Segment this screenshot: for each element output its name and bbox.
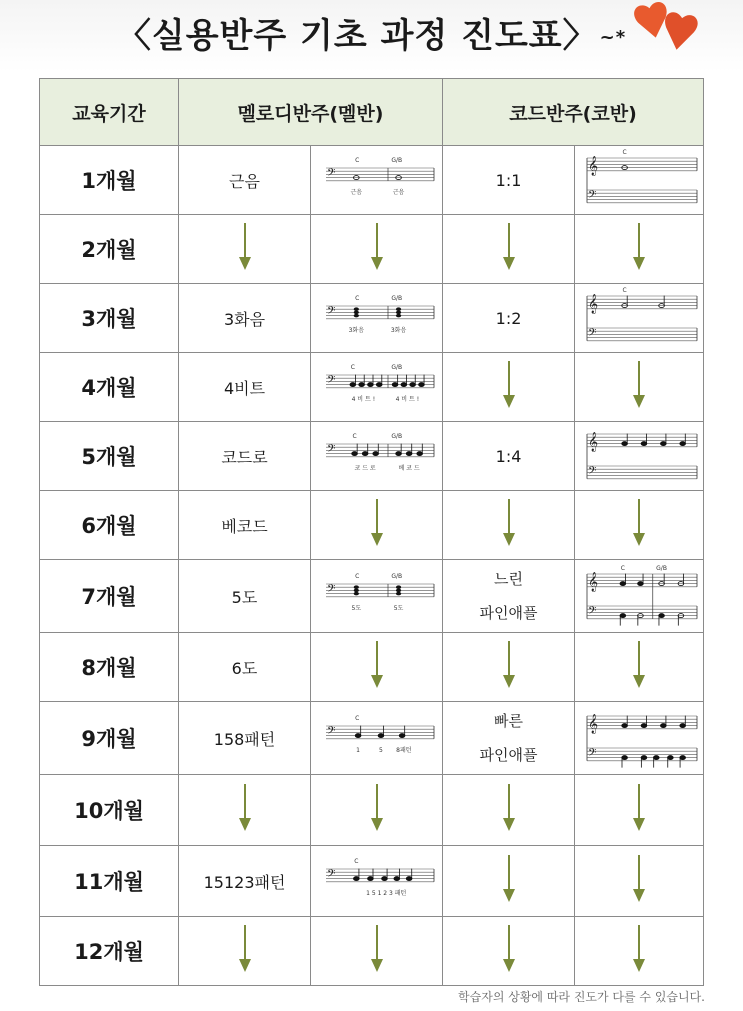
melody-notation-cell: [311, 353, 443, 422]
chord-symbol: C: [351, 433, 357, 440]
period-cell: 5개월: [40, 422, 179, 491]
table-row: [40, 284, 704, 353]
chord-symbol: G/B: [390, 433, 402, 440]
arrow-head: [503, 675, 515, 688]
note-head: [622, 756, 628, 760]
melody-label: 5도: [179, 560, 311, 633]
arrow-cell: [443, 215, 575, 284]
chord-symbol: C: [350, 364, 355, 371]
table-row: [40, 146, 704, 215]
melody-label: 코드로: [179, 422, 311, 491]
arrow-head: [371, 959, 383, 972]
note-head: [353, 585, 358, 589]
arrow-head: [239, 818, 251, 831]
melody-label: 158패턴: [179, 702, 311, 775]
arrow-head: [633, 959, 645, 972]
melody-notation-cell: [311, 560, 443, 633]
bass-clef-icon: 𝄢: [326, 167, 335, 182]
arrow-cell: [311, 215, 443, 284]
period-cell: 9개월: [40, 702, 179, 775]
down-arrow-icon: [502, 925, 516, 973]
period-cell: 1개월: [40, 146, 179, 215]
table-row: [40, 917, 704, 986]
note-head: [416, 452, 422, 456]
note-head: [641, 724, 647, 728]
melody-notation-cell: [311, 846, 443, 917]
chord-symbol: C: [354, 573, 359, 580]
bass-clef-icon: 𝄢: [326, 725, 335, 740]
page-title: [0, 8, 743, 57]
chord-symbol: G/B: [390, 157, 402, 164]
chord-symbol: C: [354, 715, 359, 722]
note-head: [395, 589, 400, 593]
arrow-cell: [575, 846, 704, 917]
note-head: [395, 314, 400, 318]
arrow-cell: [311, 917, 443, 986]
melody-label: 베코드: [179, 491, 311, 560]
period-cell: 12개월: [40, 917, 179, 986]
chord-symbol: C: [622, 287, 627, 294]
bass-clef-icon: 𝄢: [588, 465, 597, 480]
note-head: [680, 442, 686, 446]
arrow-head: [239, 257, 251, 270]
arrow-cell: [575, 353, 704, 422]
bass-clef-icon: 𝄢: [588, 327, 597, 342]
down-arrow-icon: [632, 499, 646, 547]
arrow-cell: [179, 775, 311, 846]
note-head: [641, 442, 647, 446]
arrow-cell: [443, 491, 575, 560]
note-head: [353, 314, 358, 318]
grand-staff-notation: [579, 704, 699, 768]
arrow-head: [371, 818, 383, 831]
bass-staff-notation: [318, 148, 436, 208]
arrow-cell: [443, 353, 575, 422]
note-head: [406, 877, 412, 881]
melody-notation-cell: [311, 146, 443, 215]
arrow-cell: [575, 917, 704, 986]
note-label: 3화음: [390, 327, 406, 334]
note-head: [353, 589, 358, 593]
chord-label: 1:4: [443, 422, 575, 491]
note-label: 4 비 트 !: [351, 396, 375, 403]
chord-notation-cell: [575, 702, 704, 775]
note-head: [395, 452, 401, 456]
melody-label: 6도: [179, 633, 311, 702]
period-cell: 8개월: [40, 633, 179, 702]
period-cell: 6개월: [40, 491, 179, 560]
melody-label: 4비트: [179, 353, 311, 422]
bass-clef-icon: 𝄢: [326, 583, 335, 598]
bass-staff-notation: [318, 355, 436, 415]
down-arrow-icon: [370, 499, 384, 547]
bass-staff-notation: [318, 424, 436, 484]
table-row: [40, 702, 704, 775]
note-head: [353, 307, 358, 311]
down-arrow-icon: [502, 223, 516, 271]
note-head: [362, 452, 368, 456]
down-arrow-icon: [370, 925, 384, 973]
melody-label: 15123패턴: [179, 846, 311, 917]
table-header-row: [40, 79, 704, 146]
note-head: [620, 582, 626, 586]
chord-label-line: 파인애플: [479, 746, 538, 764]
note-label: 코 드 로: [354, 465, 376, 472]
note-label: 8패턴: [395, 747, 412, 754]
note-head: [394, 877, 400, 881]
down-arrow-icon: [502, 499, 516, 547]
arrow-cell: [311, 775, 443, 846]
note-head: [367, 383, 373, 387]
arrow-cell: [179, 215, 311, 284]
note-head: [406, 452, 412, 456]
chord-notation-cell: [575, 146, 704, 215]
note-head: [418, 383, 424, 387]
bass-staff-notation: [318, 706, 436, 766]
note-label: 1: [355, 747, 360, 754]
page-title-tail: ~*: [599, 27, 627, 48]
grand-staff-notation: [579, 146, 699, 210]
chord-label: 1:1: [443, 146, 575, 215]
note-head: [661, 442, 667, 446]
note-head: [395, 311, 400, 315]
arrow-head: [371, 533, 383, 546]
arrow-head: [633, 675, 645, 688]
table-row: [40, 353, 704, 422]
arrow-cell: [443, 633, 575, 702]
period-cell: 3개월: [40, 284, 179, 353]
note-label: 근음: [392, 189, 404, 196]
grand-staff-notation: [579, 562, 699, 626]
treble-clef-icon: 𝄞: [588, 714, 599, 734]
period-cell: 10개월: [40, 775, 179, 846]
chord-label-line: 빠른: [494, 712, 523, 730]
note-head: [378, 734, 384, 738]
period-cell: 4개월: [40, 353, 179, 422]
note-label: 3화음: [348, 327, 364, 334]
treble-clef-icon: 𝄞: [588, 156, 599, 176]
note-head: [622, 442, 628, 446]
arrow-head: [633, 818, 645, 831]
note-label: 4 비 트 !: [395, 396, 419, 403]
arrow-head: [633, 257, 645, 270]
arrow-head: [633, 395, 645, 408]
note-head: [355, 734, 361, 738]
table-row: [40, 775, 704, 846]
melody-notation-cell: [311, 284, 443, 353]
chord-symbol: C: [354, 295, 359, 302]
note-head: [409, 383, 415, 387]
page-title-text: 〈실용반주 기초 과정 진도표〉: [116, 16, 598, 56]
header-melody: 멜로디반주(멜반): [179, 79, 443, 146]
chord-symbol: C: [620, 565, 625, 572]
bass-clef-icon: 𝄢: [588, 189, 597, 204]
arrow-head: [503, 959, 515, 972]
grand-staff-notation: [579, 422, 699, 486]
down-arrow-icon: [238, 925, 252, 973]
note-label: 근음: [350, 189, 362, 196]
arrow-cell: [443, 846, 575, 917]
down-arrow-icon: [632, 223, 646, 271]
note-head: [659, 614, 665, 618]
grand-staff-notation: [579, 284, 699, 348]
melody-notation-cell: [311, 702, 443, 775]
chord-symbol: C: [622, 149, 627, 156]
bass-staff-notation: [318, 286, 436, 346]
chord-symbol: G/B: [390, 295, 402, 302]
note-head: [395, 592, 400, 596]
chord-label: [443, 560, 575, 633]
melody-label: 근음: [179, 146, 311, 215]
down-arrow-icon: [502, 855, 516, 903]
chord-symbol: G/B: [390, 364, 402, 371]
note-head: [376, 383, 382, 387]
table-row: [40, 560, 704, 633]
down-arrow-icon: [502, 361, 516, 409]
melody-label: 3화음: [179, 284, 311, 353]
arrow-head: [633, 533, 645, 546]
chord-notation-cell: [575, 422, 704, 491]
note-head: [372, 452, 378, 456]
period-cell: 11개월: [40, 846, 179, 917]
note-head: [401, 383, 407, 387]
down-arrow-icon: [370, 784, 384, 832]
arrow-head: [633, 889, 645, 902]
chord-symbol: C: [354, 157, 359, 164]
down-arrow-icon: [238, 784, 252, 832]
period-cell: 7개월: [40, 560, 179, 633]
arrow-cell: [443, 917, 575, 986]
note-head: [395, 585, 400, 589]
treble-clef-icon: 𝄞: [588, 294, 599, 314]
arrow-head: [371, 675, 383, 688]
arrow-cell: [311, 633, 443, 702]
schedule-table: [39, 78, 704, 986]
note-label: 5도: [351, 605, 361, 612]
bass-clef-icon: 𝄢: [326, 443, 335, 458]
bass-clef-icon: 𝄢: [588, 605, 597, 620]
down-arrow-icon: [632, 925, 646, 973]
header-chord: 코드반주(코반): [443, 79, 704, 146]
table-row: [40, 846, 704, 917]
hearts-icon: [634, 0, 704, 58]
arrow-cell: [443, 775, 575, 846]
arrow-cell: [575, 775, 704, 846]
note-head: [661, 724, 667, 728]
note-head: [392, 383, 398, 387]
note-head: [641, 756, 647, 760]
down-arrow-icon: [370, 223, 384, 271]
down-arrow-icon: [632, 361, 646, 409]
chord-symbol: G/B: [390, 573, 402, 580]
chord-symbol: C: [353, 858, 358, 865]
header-period: 교육기간: [40, 79, 179, 146]
note-head: [395, 307, 400, 311]
down-arrow-icon: [632, 641, 646, 689]
note-head: [350, 383, 356, 387]
chord-notation-cell: [575, 284, 704, 353]
down-arrow-icon: [502, 641, 516, 689]
chord-symbol: G/B: [656, 565, 667, 572]
arrow-cell: [575, 491, 704, 560]
bass-clef-icon: 𝄢: [588, 747, 597, 762]
arrow-head: [503, 395, 515, 408]
chord-label: [443, 702, 575, 775]
arrow-cell: [179, 917, 311, 986]
arrow-head: [371, 257, 383, 270]
table-row: [40, 633, 704, 702]
table-row: [40, 215, 704, 284]
footer-note: 학습자의 상황에 따라 진도가 다를 수 있습니다.: [458, 990, 705, 1004]
note-head: [367, 877, 373, 881]
note-head: [668, 756, 674, 760]
down-arrow-icon: [632, 784, 646, 832]
period-cell: 2개월: [40, 215, 179, 284]
note-head: [680, 756, 686, 760]
note-label: 1 5 1 2 3 패턴: [365, 890, 406, 897]
down-arrow-icon: [502, 784, 516, 832]
bass-clef-icon: 𝄢: [326, 374, 335, 389]
down-arrow-icon: [238, 223, 252, 271]
arrow-cell: [311, 491, 443, 560]
bass-staff-notation: [318, 564, 436, 624]
note-label: 5도: [393, 605, 403, 612]
table-row: [40, 422, 704, 491]
note-head: [620, 614, 626, 618]
chord-notation-cell: [575, 560, 704, 633]
title-area: [0, 0, 743, 72]
arrow-head: [503, 889, 515, 902]
treble-clef-icon: 𝄞: [588, 432, 599, 452]
bass-clef-icon: 𝄢: [326, 868, 335, 883]
arrow-head: [503, 533, 515, 546]
treble-clef-icon: 𝄞: [588, 572, 599, 592]
arrow-head: [239, 959, 251, 972]
bass-staff-notation: [318, 849, 436, 909]
note-head: [351, 452, 357, 456]
note-head: [353, 877, 359, 881]
note-head: [653, 756, 659, 760]
note-head: [638, 582, 644, 586]
note-head: [358, 383, 364, 387]
arrow-cell: [575, 633, 704, 702]
chord-label-line: 파인애플: [479, 604, 538, 622]
note-head: [381, 877, 387, 881]
bass-clef-icon: 𝄢: [326, 305, 335, 320]
chord-label-line: 느린: [494, 570, 523, 588]
note-head: [353, 592, 358, 596]
arrow-head: [503, 257, 515, 270]
note-head: [353, 311, 358, 315]
table-row: [40, 491, 704, 560]
down-arrow-icon: [632, 855, 646, 903]
note-head: [622, 724, 628, 728]
note-head: [680, 724, 686, 728]
down-arrow-icon: [370, 641, 384, 689]
arrow-cell: [575, 215, 704, 284]
note-label: 5: [378, 747, 383, 754]
arrow-head: [503, 818, 515, 831]
note-label: 베 코 드: [398, 465, 420, 472]
chord-label: 1:2: [443, 284, 575, 353]
note-head: [399, 734, 405, 738]
melody-notation-cell: [311, 422, 443, 491]
